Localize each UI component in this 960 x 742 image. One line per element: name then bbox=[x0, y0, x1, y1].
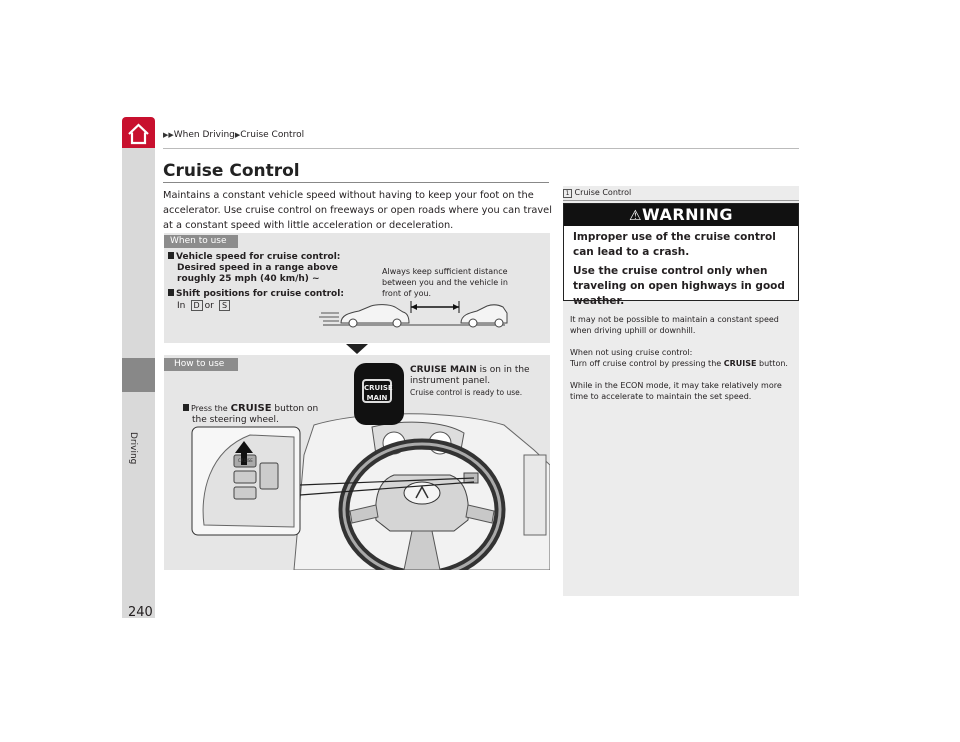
sidebar-section-label: Driving bbox=[128, 432, 138, 465]
breadcrumb-arrow-icon: ▶▶ bbox=[163, 131, 174, 139]
cruise-main-indicator-icon: CRUISE MAIN bbox=[362, 379, 392, 403]
warning-text: Improper use of the cruise control can lead to a crash. Use the cruise control only when traveling on open highways in good weather. bbox=[573, 231, 785, 307]
bullet-square-icon bbox=[168, 252, 174, 259]
shift-condition: Shift positions for cruise control: In D or S bbox=[168, 289, 344, 312]
title-divider bbox=[163, 182, 549, 183]
arrow-down-icon bbox=[346, 344, 368, 354]
when-to-use-tab: When to use bbox=[164, 235, 238, 248]
notes-divider bbox=[563, 200, 799, 201]
how-to-use-tab: How to use bbox=[164, 358, 238, 371]
gear-s-key: S bbox=[219, 300, 230, 311]
notes-heading: 1 Cruise Control bbox=[563, 188, 631, 198]
gear-d-key: D bbox=[191, 300, 203, 311]
sidebar-tab-bottom[interactable] bbox=[122, 392, 155, 618]
bullet-square-icon bbox=[168, 289, 174, 296]
bullet-square-icon bbox=[183, 404, 189, 411]
breadcrumb-link-when-driving[interactable]: When Driving bbox=[173, 130, 235, 140]
cruise-main-status: CRUISE MAIN is on in the instrument panel. Cruise control is ready to use. bbox=[410, 365, 530, 397]
breadcrumb-current: Cruise Control bbox=[240, 130, 305, 140]
distance-note: Always keep sufficient distance between you and the vehicle in front of you. bbox=[382, 267, 508, 298]
reference-icon: 1 bbox=[563, 189, 572, 198]
notes-body: It may not be possible to maintain a constant speed when driving uphill or downhill. When not using cruise control: Turn off cruise control by pressing the CRUISE button. While in the ECON mode, it may take relatively more time to accelerate to maintain the set speed. bbox=[570, 315, 788, 401]
press-cruise-instruction: Press the CRUISE button on the steering wheel. bbox=[183, 403, 318, 426]
header-divider bbox=[163, 148, 799, 149]
sidebar-tab-top[interactable] bbox=[122, 148, 155, 358]
warning-header: ⚠WARNING bbox=[564, 204, 798, 226]
speed-condition: Vehicle speed for cruise control: Desired speed in a range above roughly 25 mph (40 km/h) ~ bbox=[168, 252, 340, 285]
cruise-button-tag: CRUISE bbox=[238, 458, 253, 463]
breadcrumb bbox=[163, 130, 304, 140]
vehicle-distance-illustration bbox=[319, 295, 509, 329]
breadcrumb-arrow-icon: ▶ bbox=[234, 131, 241, 139]
indicator-callout bbox=[354, 363, 404, 425]
sidebar-tab-active[interactable] bbox=[122, 358, 155, 392]
intro-paragraph: Maintains a constant vehicle speed without having to keep your foot on the accelerator. Use cruise control on freeways or open roads where you can travel at a constant speed with little acceleration or deceleration. bbox=[163, 190, 552, 231]
page-number: 240 bbox=[128, 605, 153, 620]
page-title: Cruise Control bbox=[163, 161, 300, 181]
home-icon bbox=[127, 123, 150, 145]
warning-triangle-icon: ⚠ bbox=[628, 208, 643, 224]
